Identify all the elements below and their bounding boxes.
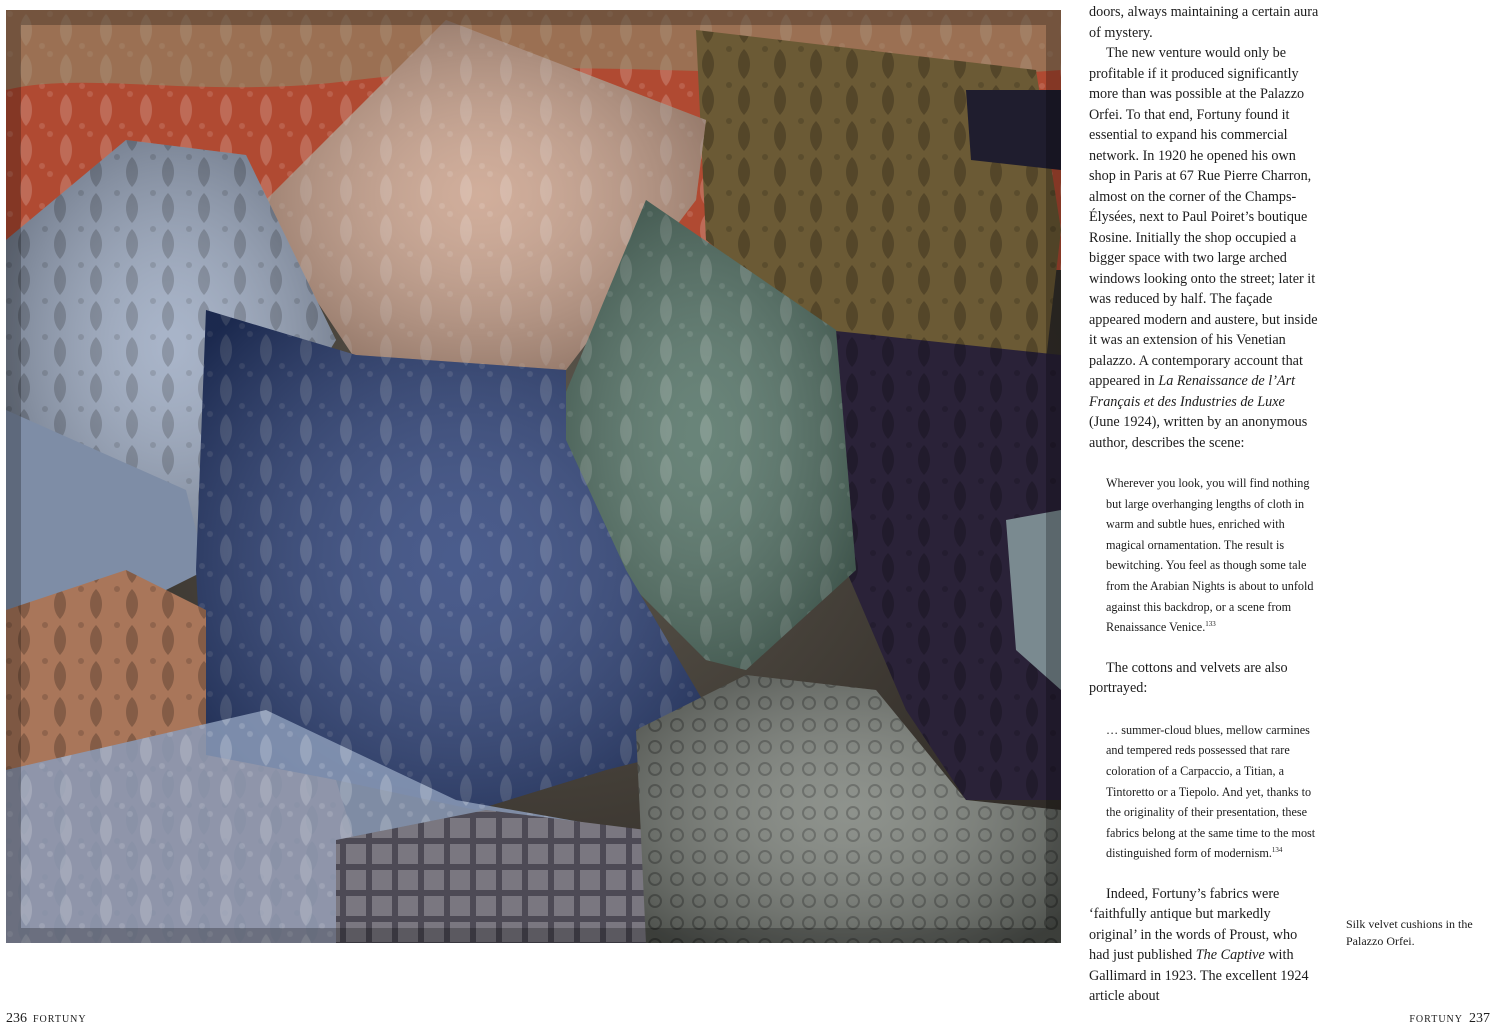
book-title: The Captive — [1195, 947, 1265, 964]
footnote-ref-133: 133 — [1205, 620, 1216, 629]
left-folio — [6, 1011, 87, 1027]
paragraph-2-text: The new venture would only be profitable if it produced significantly more than was possible at the Palazzo Orfei. To that end, Fortuny found it essential to expand his commercial network. In 1920 he opened his own shop in Paris at 67 Rue Pierre Charron, almost on the corner of the Champs-Élysées, next to Paul Poiret’s boutique Rosine. Initially the shop occupied a bigger space with two large arched windows looking onto the street; later it was reduced by half. The façade appeared modern and austere, but inside it was an extension of his Venetian palazzo. A contemporary account that appeared in — [1089, 45, 1318, 389]
right-page-number: 237 — [1469, 1011, 1490, 1026]
paragraph-4 — [1089, 884, 1319, 1007]
paragraph-2-text-end: (June 1924), written by an anonymous author, describes the scene: — [1089, 414, 1308, 451]
block-quote-2 — [1106, 720, 1316, 864]
right-running-head: FORTUNY — [1409, 1014, 1463, 1025]
body-text-column — [1089, 2, 1319, 1007]
block-quote-1-text: Wherever you look, you will find nothing but large overhanging lengths of cloth in warm and subtle hues, enriched with magical ornamentation. The result is bewitching. You feel as though some tale from the Arabian Nights is about to unfold against this backdrop, or a scene from Renaissance Venice. — [1106, 476, 1314, 635]
paragraph-4-text-end: with Gallimard in 1923. The excellent 1924 article about — [1089, 947, 1309, 1005]
paragraph-1: doors, always maintaining a certain aura of mystery. — [1089, 4, 1319, 41]
journal-title: La Renaissance de l’Art Français et des Industries de Luxe — [1089, 373, 1296, 410]
paragraph-2 — [1089, 43, 1319, 453]
block-quote-2-text: … summer-cloud blues, mellow carmines and tempered reds possessed that rare coloration of a Carpaccio, a Titian, a Tintoretto or a Tiepolo. And yet, thanks to the originality of their presentation, these fabrics belong at the same time to the most distinguished form of modernism. — [1106, 722, 1316, 861]
photo-cushions-icon — [6, 10, 1061, 943]
photo-caption: Silk velvet cushions in the Palazzo Orfei. — [1346, 917, 1473, 948]
block-quote-1 — [1106, 473, 1316, 638]
cushions-photo — [6, 10, 1061, 943]
footnote-ref-134: 134 — [1271, 846, 1283, 855]
right-folio — [1409, 1011, 1490, 1027]
paragraph-3: The cottons and velvets are also portrayed: — [1089, 659, 1288, 697]
left-page-number: 236 — [6, 1011, 27, 1026]
left-running-head: FORTUNY — [33, 1014, 87, 1025]
paragraph-4-text: Indeed, Fortuny’s fabrics were ‘faithfully antique but markedly original’ in the words of Proust, who had just published — [1089, 885, 1298, 964]
